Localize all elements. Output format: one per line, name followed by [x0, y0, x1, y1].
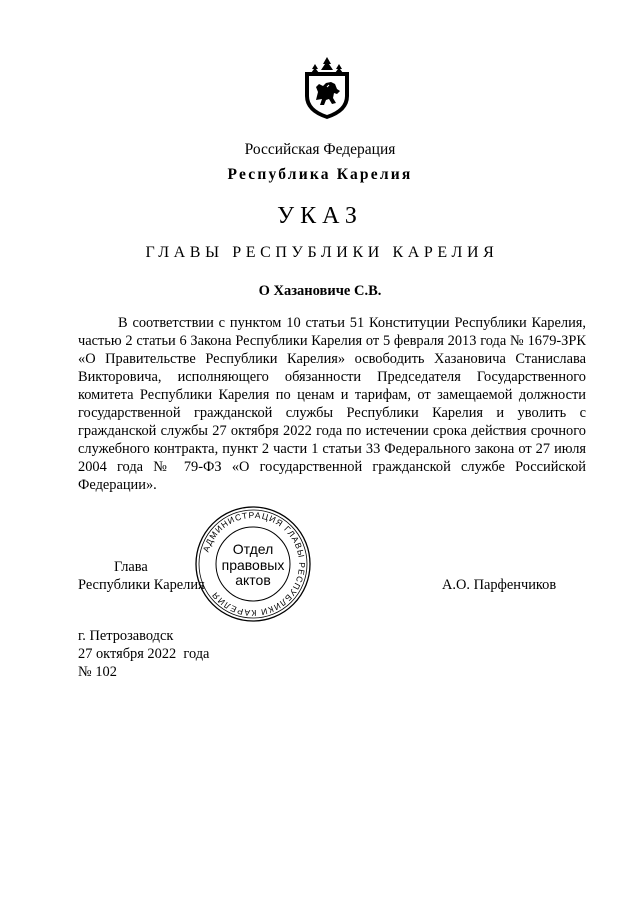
- document-subject: О Хазановиче С.В.: [258, 283, 382, 299]
- federation-heading: Российская Федерация: [244, 141, 396, 158]
- coat-of-arms-emblem: [302, 56, 352, 120]
- signatory-title-line1: Глава: [114, 559, 148, 575]
- official-stamp-seal: [193, 504, 313, 624]
- footer-city: г. Петрозаводск: [78, 628, 174, 644]
- signatory-title-line2: Республики Карелия: [78, 577, 205, 593]
- document-type-title: УКАЗ: [277, 203, 363, 229]
- decree-body-paragraph: В соответствии с пунктом 10 статьи 51 Конституции Республики Карелия, частью 2 статьи 6 Закона Республики Карелия от 5 февраля 2013 года № 1679-ЗРК «О Правительстве Республики Карелия» освободить Хазановича Станислава Викторовича, исполняющего обязанности Председателя Государственного комитета Республики Карелия по ценам и тарифам, от замещаемой должности государственной гражданской службы Республики Карелия и уволить с гражданской службы 27 октября 2022 года по истечении срока действия срочного служебного контракта, пункт 2 части 1 статьи 33 Федерального закона от 27 июля 2004 года № 79-ФЗ «О государственной гражданской службе Российской Федерации».: [78, 315, 586, 493]
- stamp-ring-text: АДМИНИСТРАЦИЯ ГЛАВЫ РЕСПУБЛИКИ КАРЕЛИЯ: [200, 509, 308, 619]
- document-issuer-title: ГЛАВЫ РЕСПУБЛИКИ КАРЕЛИЯ: [145, 244, 499, 261]
- stamp-center-line3: актов: [235, 572, 271, 588]
- stamp-center-line1: Отдел: [232, 541, 274, 557]
- stamp-center-line2: правовых: [221, 557, 285, 573]
- republic-heading: Республика Карелия: [227, 166, 413, 183]
- signatory-name: А.О. Парфенчиков: [442, 577, 557, 593]
- footer-date: 27 октября 2022 года: [78, 646, 210, 662]
- footer-document-number: № 102: [78, 664, 117, 680]
